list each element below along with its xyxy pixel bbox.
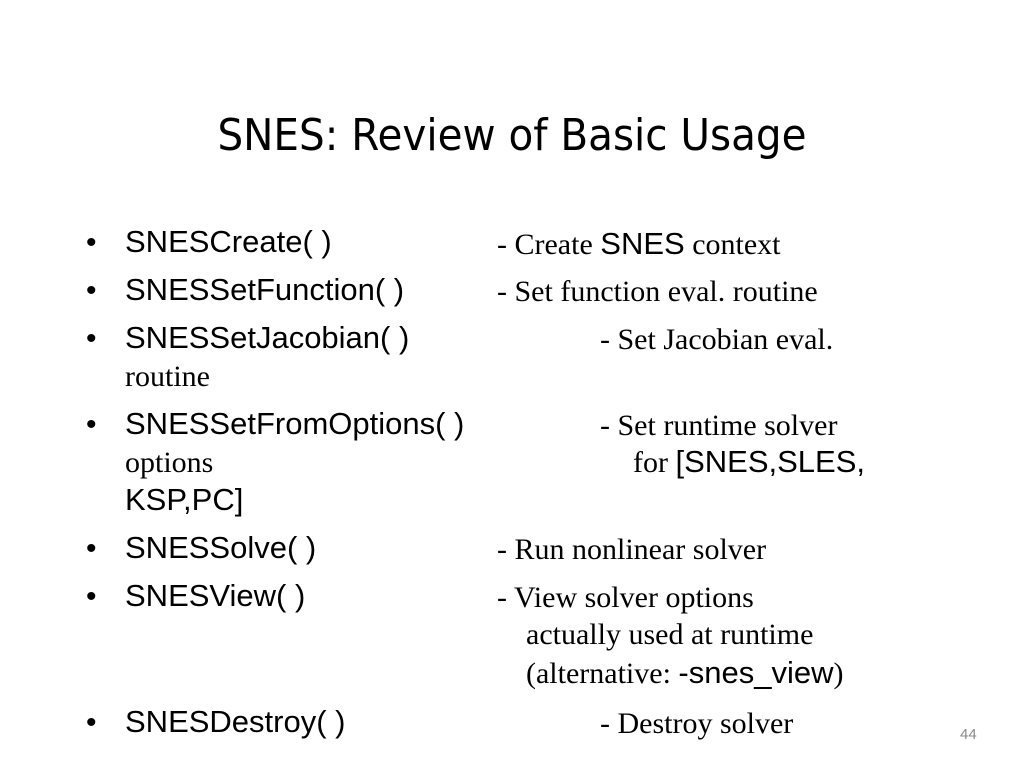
description-snessolve: - Run nonlinear solver xyxy=(497,533,767,566)
function-name-snessolve: SNESSolve( ) xyxy=(125,530,317,565)
description-snescreate xyxy=(497,226,781,262)
slide-title: SNES: Review of Basic Usage xyxy=(217,110,807,161)
description-text: - Create xyxy=(497,228,601,261)
inline-code: [SNES,SLES, xyxy=(675,444,866,479)
description-snesdestroy: - Destroy solver xyxy=(600,707,794,740)
function-name-snesview: SNESView( ) xyxy=(125,578,306,613)
bullet-marker: • xyxy=(86,408,97,441)
description-text: ) xyxy=(833,657,844,690)
description-continuation: actually used at runtime xyxy=(526,618,814,651)
function-name-snessetfunction: SNESSetFunction( ) xyxy=(125,272,405,307)
description-text: context xyxy=(684,228,781,261)
description-alternative xyxy=(526,655,843,691)
description-snessetfromoptions: - Set runtime solver xyxy=(600,409,838,442)
bullet-marker: • xyxy=(86,580,97,613)
page-number: 44 xyxy=(960,726,977,743)
bullet-marker: • xyxy=(86,706,97,739)
inline-code: SNES xyxy=(600,226,685,261)
inline-code: -snes_view xyxy=(678,655,834,690)
bullet-marker: • xyxy=(86,274,97,307)
function-name-snesdestroy: SNESDestroy( ) xyxy=(125,704,346,739)
description-snessetfunction: - Set function eval. routine xyxy=(497,275,818,308)
bullet-marker: • xyxy=(86,322,97,355)
function-name-snescreate: SNESCreate( ) xyxy=(125,224,332,259)
description-wrap: options xyxy=(125,446,214,479)
function-name-snessetfromoptions: SNESSetFromOptions( ) xyxy=(125,406,465,441)
bullet-marker: • xyxy=(86,532,97,565)
bullet-marker: • xyxy=(86,226,97,259)
description-snessetjacobian: - Set Jacobian eval. xyxy=(600,323,834,356)
description-text: (alternative: xyxy=(526,657,679,690)
description-wrap: routine xyxy=(125,360,210,393)
function-name-snessetjacobian: SNESSetJacobian( ) xyxy=(125,320,410,355)
description-snesview: - View solver options xyxy=(497,581,754,614)
description-options-list xyxy=(633,444,865,480)
inline-code-wrap: KSP,PC] xyxy=(125,482,244,517)
description-text: for xyxy=(633,446,676,479)
